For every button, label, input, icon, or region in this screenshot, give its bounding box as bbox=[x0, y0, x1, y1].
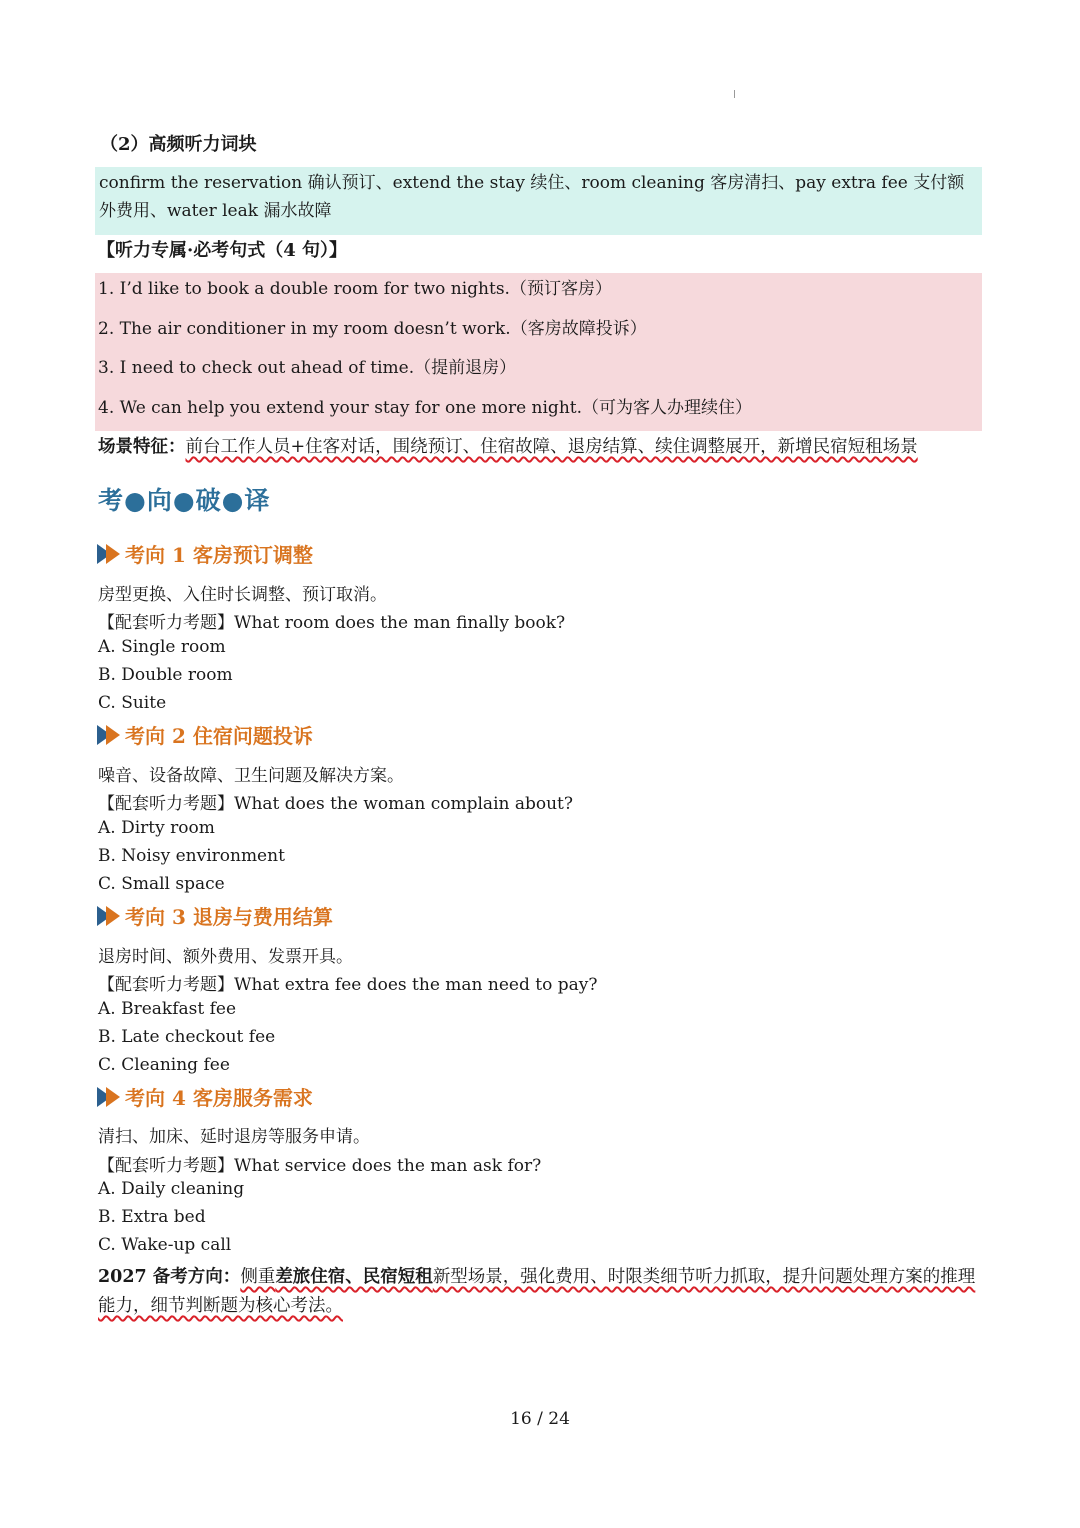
topic-heading bbox=[97, 1082, 313, 1111]
sentence-item: 4. We can help you extend your stay for one more night.（可为客人办理续住） bbox=[98, 397, 753, 418]
exam-direction bbox=[98, 1263, 983, 1321]
option-item: B. Noisy environment bbox=[98, 846, 285, 866]
option-item: C. Cleaning fee bbox=[98, 1055, 230, 1075]
main-title: 考●向●破●译 bbox=[98, 486, 271, 515]
option-item: B. Extra bed bbox=[98, 1207, 206, 1227]
exam-direction-label: 2027 备考方向： bbox=[98, 1267, 241, 1287]
play-arrow-icon bbox=[97, 1087, 123, 1107]
topic-heading bbox=[97, 720, 313, 749]
section-title: （2）高频听力词块 bbox=[100, 134, 257, 155]
topic-heading bbox=[97, 539, 313, 568]
sentence-pattern-title: 【听力专属·必考句式（4 句）】 bbox=[97, 240, 348, 261]
topic-desc: 清扫、加床、延时退房等服务申请。 bbox=[98, 1127, 370, 1147]
topic-heading-text: 考向 2 住宿问题投诉 bbox=[125, 724, 313, 748]
option-item: C. Wake-up call bbox=[98, 1235, 232, 1255]
option-item: A. Daily cleaning bbox=[98, 1179, 245, 1199]
topic-heading-text: 考向 3 退房与费用结算 bbox=[125, 905, 333, 929]
topic-question: 【配套听力考题】What service does the man ask for? bbox=[98, 1156, 542, 1176]
topic-desc: 房型更换、入住时长调整、预订取消。 bbox=[98, 585, 387, 605]
exam-direction-bold: 差旅住宿、民宿短租 bbox=[275, 1267, 433, 1287]
play-arrow-icon bbox=[97, 725, 123, 745]
option-item: A. Breakfast fee bbox=[98, 999, 237, 1019]
topic-question: 【配套听力考题】What room does the man finally book? bbox=[98, 613, 566, 633]
sentence-item: 2. The air conditioner in my room doesn’t work.（客房故障投诉） bbox=[98, 318, 647, 339]
sentence-item: 3. I need to check out ahead of time.（提前退房） bbox=[98, 358, 517, 378]
vocab-chunk-text: confirm the reservation 确认预订、extend the stay 续住、room cleaning 客房清扫、pay extra fee 支付额外费用、water leak 漏水故障 bbox=[99, 173, 965, 221]
option-item: C. Small space bbox=[98, 874, 225, 894]
sentence-item: 1. I’d like to book a double room for two nights.（预订客房） bbox=[98, 279, 612, 299]
scene-text: 前台工作人员+住客对话，围绕预订、住宿故障、退房结算、续住调整展开，新增民宿短租场景 bbox=[185, 437, 918, 457]
exam-direction-part2: 新型场景，强化费用、时限类细节听力抓取，提升问题处理方案的推理能力，细节判断题为核心考法。 bbox=[98, 1267, 976, 1316]
scene-label: 场景特征： bbox=[98, 437, 186, 457]
exam-direction-part1: 侧重 bbox=[240, 1267, 276, 1287]
play-arrow-icon bbox=[97, 544, 123, 564]
option-item: B. Double room bbox=[98, 665, 233, 685]
option-item: A. Single room bbox=[98, 637, 226, 657]
topic-heading-text: 考向 4 客房服务需求 bbox=[125, 1086, 313, 1110]
top-mark bbox=[734, 90, 735, 98]
topic-heading bbox=[97, 901, 333, 930]
option-item: B. Late checkout fee bbox=[98, 1027, 276, 1047]
vocab-chunk-box bbox=[95, 167, 982, 235]
sentence-pattern-box bbox=[95, 273, 982, 431]
topic-heading-text: 考向 1 客房预订调整 bbox=[125, 543, 313, 567]
topic-desc: 噪音、设备故障、卫生问题及解决方案。 bbox=[98, 766, 404, 786]
page-number: 16 / 24 bbox=[510, 1409, 570, 1429]
option-item: A. Dirty room bbox=[98, 818, 215, 838]
topic-question: 【配套听力考题】What extra fee does the man need to pay? bbox=[98, 975, 598, 995]
topic-desc: 退房时间、额外费用、发票开具。 bbox=[98, 947, 353, 967]
play-arrow-icon bbox=[97, 906, 123, 926]
option-item: C. Suite bbox=[98, 693, 167, 713]
topic-question: 【配套听力考题】What does the woman complain about? bbox=[98, 794, 574, 814]
scene-feature bbox=[98, 433, 918, 458]
